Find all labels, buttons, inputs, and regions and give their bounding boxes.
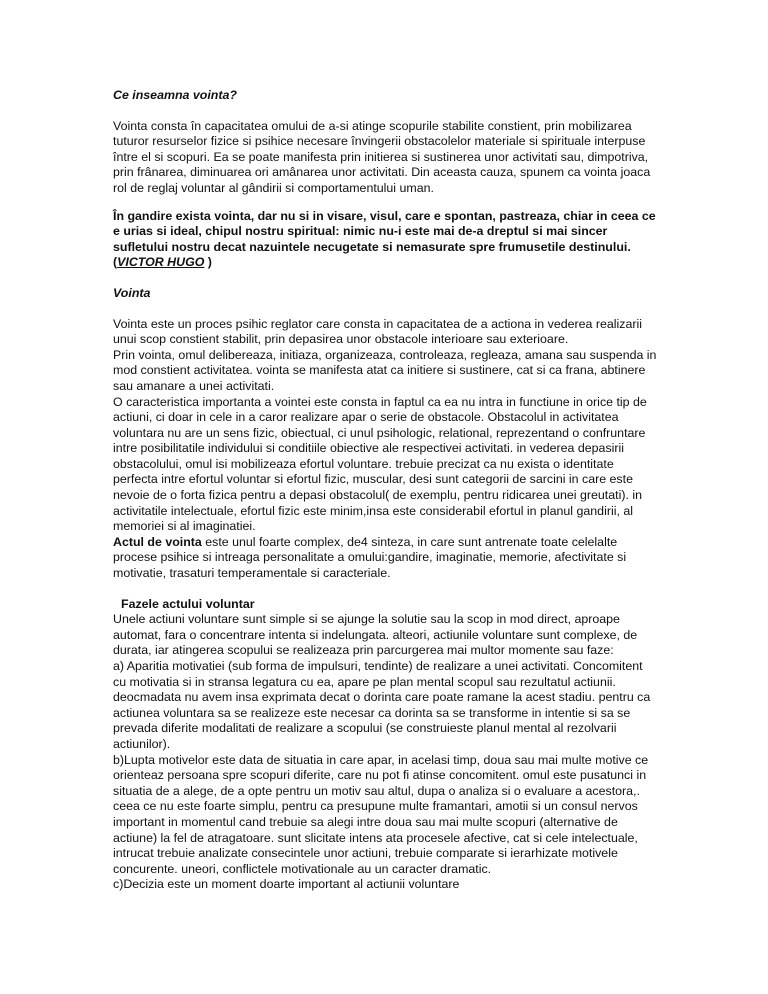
body-paragraph: Vointa este un proces psihic reglator care consta in capacitatea de a actiona in vederea realizarii unui scop constient stabilit, prin depasirea unor obstacole interioare sau exterioare.	[113, 316, 642, 347]
phase-c-paragraph: c)Decizia este un moment doarte important al actiunii voluntare	[113, 877, 460, 892]
quote-author-link[interactable]: VICTOR HUGO	[117, 255, 205, 270]
phase-b-paragraph: b)Lupta motivelor este data de situatia in care apar, in acelasi timp, doua sau mai multe motive ce orienteaz persoana spre scopuri diferite, care nu pot fi atinse concomitent. omul este pusatunci in situatia de a alege, de a opte pentru un motiv sau altul, dupa o analiza si o evaluare a acestora,. ceea ce nu este foarte simplu, pentru ca presupune multe framantari, amotii si un consul nervos important in momentul cand trebuie sa alegi intre doua sau mai multe scopuri (alternative de actiune) la fel de atragatoare. sunt slicitate intens ata procesele afective, cat si cele intelectuale, intrucat trebuie analizate consecintele unor actiuni, trebuie comparate si ierarhizate motivele concurente. uneori, conflictele motivationale au un caracter dramatic.	[113, 752, 649, 876]
document-page	[113, 88, 658, 893]
victor-hugo-quote	[113, 209, 658, 271]
intro-paragraph: Vointa consta în capacitatea omului de a-si atinge scopurile stabilite constient, prin mobilizarea tuturor resurselor fizice si psihice necesare învingerii obstacolelor materiale si spirituale interpuse între el si scopuri. Ea se poate manifesta prin initierea si sustinerea unor activitati sau, dimpotriva, prin frânarea, diminuarea ori amânarea unor activitati. Din aceasta cauza, spunem ca vointa joaca rol de reglaj voluntar al gândirii si comportamentului uman.	[113, 118, 651, 195]
body-paragraph: O caracteristica importanta a vointei este consta in faptul ca ea nu intra in functiune in orice tip de actiuni, ci doar in cele in a caror realizare apar o serie de obstacole. Obstacolul in activitatea voluntara nu are un sens fizic, obiectual, ci unul psihologic, relational, reprezentand o confruntare intre posibilitatile individului si conditiile obiective ale respectivei activitati. in vederea depasirii obstacolului, omul isi mobilizeaza efortul voluntare. trebuie precizat ca nu exista o identitate perfecta intre efortul voluntar si efortul fizic, muscular, desi sunt categorii de sarcini in care este nevoie de o forta fizica pentru a depasi obstacolul( de exemplu, pentru ridicarea unei greutati). in activitatile intelectuale, efortul fizic este minim,insa este considerabil efortul in planul gandirii, al memoriei si al imaginatiei.	[113, 394, 647, 534]
phases-title: Fazele actului voluntar	[121, 596, 255, 611]
act-lead: Actul de vointa	[113, 534, 202, 549]
act-paragraph	[113, 535, 658, 582]
quote-close: )	[204, 255, 212, 270]
body-paragraph: Prin vointa, omul delibereaza, initiaza, organizeaza, controleaza, regleaza, amana sau suspenda in mod constient activitatea. vointa se manifesta atat ca initiere si sustinere, cat si ca frana, abtinere sau amanare a unei activitati.	[113, 347, 657, 393]
phases-paragraph: Unele actiuni voluntare sunt simple si se ajunge la solutie sau la scop in mod direct, aproape automat, fara o concentrare intenta si indelungata. alteori, actiunile voluntare sunt complexe, de durata, iar atingerea scopului se realizeaza prin parcurgerea mai multor momente sau faze:	[113, 612, 638, 658]
quote-text: În gandire exista vointa, dar nu si in visare, visul, care e spontan, pastreaza, chiar in ceea ce e urias si ideal, chipul nostru spiritual: nimic nu-i este mai de-a dreptul si mai sincer sufletului nostru decat nazuintele necugetate si nemasurate spre frumusetile destinului.(	[113, 208, 656, 270]
act-rest: este unul foarte complex, de4 sinteza, in care sunt antrenate toate celelalte procese psihice si intreaga personalitate a omului:gandire, imaginatie, memorie, afectivitate si motivatie, trasaturi temperamentale si caracteriale.	[113, 534, 627, 581]
phase-a-paragraph: a) Aparitia motivatiei (sub forma de impulsuri, tendinte) de realizare a unei activitati. Concomitent cu motivatia si in stransa legatura cu ea, apare pe plan mental scopul sau rezultatul actiunii. deocmadata nu avem insa exprimata decat o dorinta care poate ramane la acest stadiu. pentru ca actiunea voluntara sa se realizeze este necesar ca dorinta sa se transforme in intentie si sa se prevada diferite modalitati de realizare a scopului (se construieste planul mental al rezolvarii actiunilor).	[113, 659, 651, 751]
section-title: Vointa	[113, 285, 151, 300]
document-title: Ce inseamna vointa?	[113, 88, 237, 102]
